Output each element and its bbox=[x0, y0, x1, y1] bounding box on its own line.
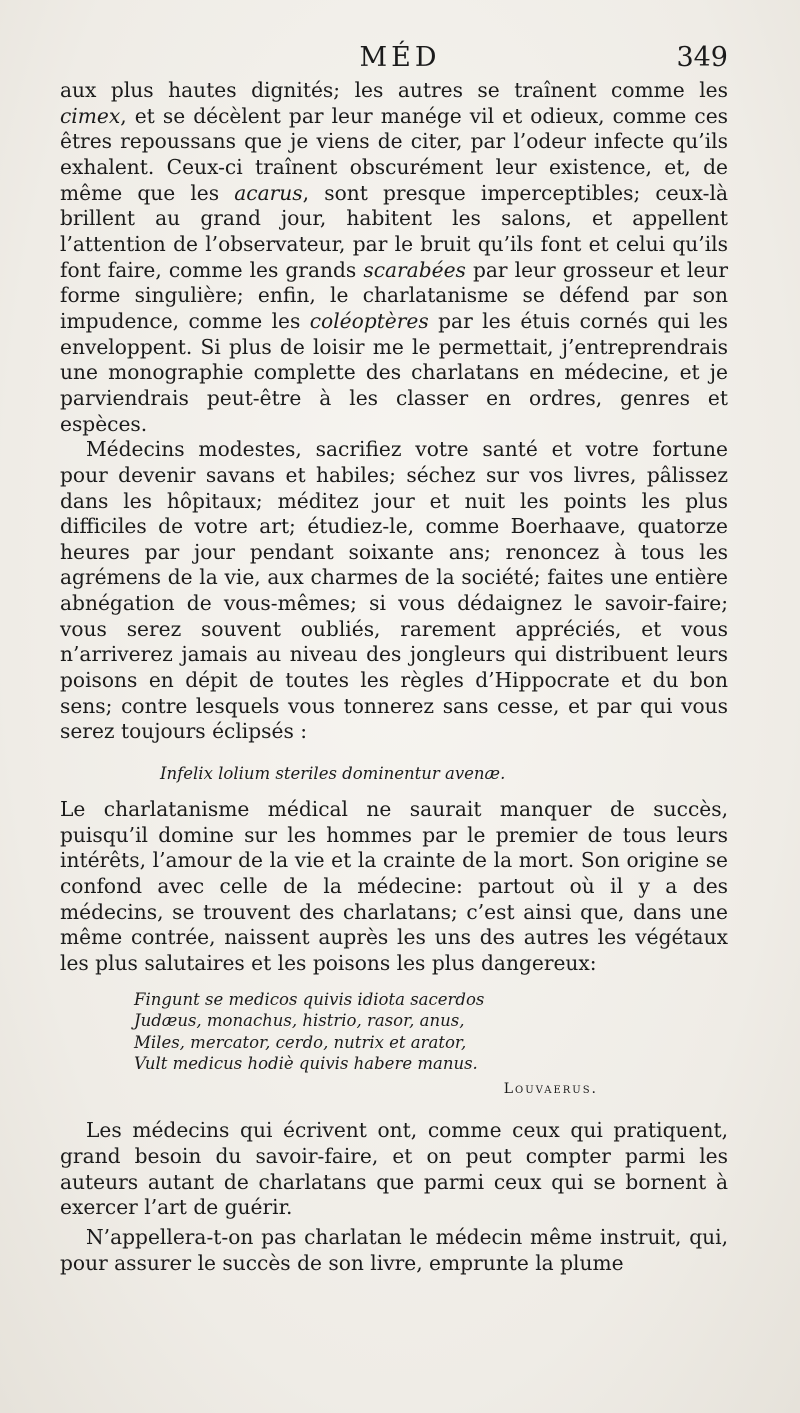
page-body bbox=[60, 78, 728, 1276]
verse-line-1: Fingunt se medicos quivis idiota sacerdos bbox=[134, 989, 485, 1009]
page-header bbox=[0, 42, 800, 76]
verse-line-3: Miles, mercator, cerdo, nutrix et arator, bbox=[134, 1032, 467, 1052]
paragraph-5: N’appellera-t-on pas charlatan le médecin même instruit, qui, pour assurer le succès de son livre, emprunte la plume bbox=[60, 1224, 728, 1275]
italic-term-acarus: acarus bbox=[234, 180, 303, 205]
verse-line-2: Judæus, monachus, histrio, rasor, anus, bbox=[134, 1011, 465, 1031]
page-number: 349 bbox=[676, 42, 728, 73]
paragraph-2: Médecins modestes, sacrifiez votre santé et votre fortune pour devenir savans et habiles; séchez sur vos livres, pâlissez dans les hôpitaux; méditez jour et nuit les points les plus difficiles de votre art; étudiez-le, comme Boerhaave, quatorze heures par jour pendant soixante ans; renoncez à tous les agrémens de la vie, aux charmes de la société; faites une entière abnégation de vous-mêmes; si vous dédaignez le savoir-faire; vous serez souvent oubliés, rarement appréciés, et vous n’arriverez jamais au niveau des jongleurs qui distribuent leurs poisons en dépit de toutes les règles d’Hippocrate et du bon sens; contre lesquels vous tonnerez sans cesse, et par qui vous serez toujours éclipsés : bbox=[60, 437, 728, 744]
italic-term-scarabees: scarabées bbox=[363, 257, 466, 282]
italic-term-cimex: cimex bbox=[60, 103, 121, 128]
paragraph-3: Le charlatanisme médical ne saurait manquer de succès, puisqu’il domine sur les hommes par le premier de tous leurs intérêts, l’amour de la vie et la crainte de la mort. Son origine se confond avec celle de la médecine: partout où il y a des médecins, se trouvent des charlatans; c’est ainsi que, dans une même contrée, naissent auprès les uns des autres les végétaux les plus salutaires et les poisons les plus dangereux: bbox=[60, 797, 728, 975]
running-head: MÉD bbox=[359, 42, 441, 73]
verse-attribution: Louvaerus. bbox=[503, 1080, 598, 1097]
paragraph-1-text-4: par leur grosseur et leur forme singulière; enfin, le charlatanisme se défend par son impudence, comme les bbox=[60, 257, 728, 333]
latin-verse bbox=[134, 989, 728, 1075]
italic-term-coleopteres: coléoptères bbox=[309, 308, 429, 333]
paragraph-1 bbox=[60, 78, 728, 437]
paragraph-1-text-1: aux plus hautes dignités; les autres se traînent comme les bbox=[60, 78, 728, 102]
paragraph-1-text-3: , sont presque imperceptibles; ceux-là brillent au grand jour, habitent les salons, et appellent l’attention de l’observateur, par le bruit qu’ils font et celui qu’ils font faire, comme les grands bbox=[60, 180, 728, 282]
paragraph-4: Les médecins qui écrivent ont, comme ceux qui pratiquent, grand besoin du savoir-faire, et on peut compter parmi les auteurs autant de charlatans que parmi ceux qui se bornent à exercer l’art de guérir. bbox=[60, 1118, 728, 1220]
paragraph-1-text-2: , et se décèlent par leur manége vil et odieux, comme ces êtres repoussans que je viens de citer, par l’odeur infecte qu’ils exhalent. Ceux-ci traînent obscurément leur existence, et, de même que les bbox=[60, 103, 728, 205]
verse-line-4: Vult medicus hodiè quivis habere manus. bbox=[134, 1054, 478, 1074]
latin-quote: Infelix lolium steriles dominentur avenæ. bbox=[160, 764, 506, 784]
paragraph-1-text-5: par les étuis cornés qui les enveloppent. Si plus de loisir me le permettait, j’entreprendrais une monographie complette des charlatans en médecine, et je parviendrais peut-être à les classer en ordres, genres et espèces. bbox=[60, 308, 728, 436]
